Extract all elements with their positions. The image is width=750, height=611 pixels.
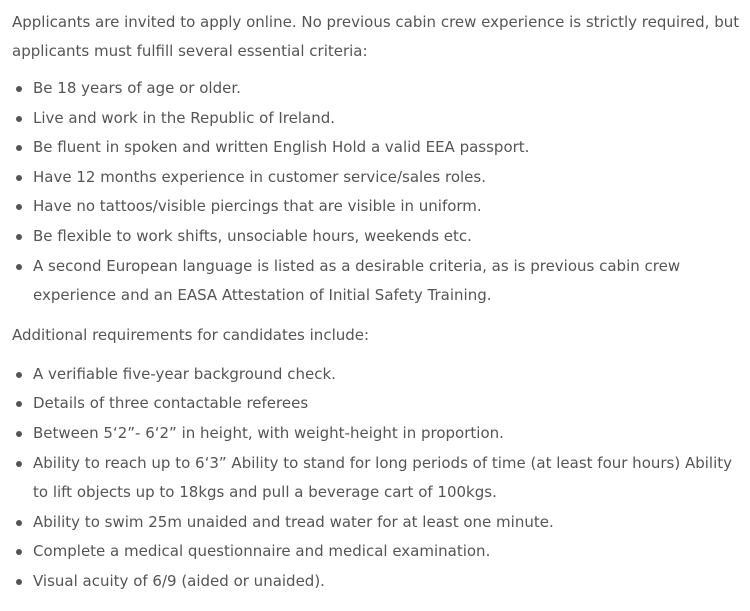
- list-item: Ability to swim 25m unaided and tread water for at least one minute.: [12, 508, 742, 538]
- additional-requirements-list: [12, 360, 742, 597]
- list-item: Details of three contactable referees: [12, 389, 742, 419]
- article-body: [12, 8, 742, 597]
- list-item: Be fluent in spoken and written English Hold a valid EEA passport.: [12, 133, 742, 163]
- list-item: Between 5‘2”- 6‘2” in height, with weight-height in proportion.: [12, 419, 742, 449]
- essential-criteria-list: [12, 74, 742, 311]
- list-item: Visual acuity of 6/9 (aided or unaided).: [12, 567, 742, 597]
- list-item: A second European language is listed as a desirable criteria, as is previous cabin crew experience and an EASA Attestation of Initial Safety Training.: [12, 252, 742, 311]
- list-item: Have 12 months experience in customer service/sales roles.: [12, 163, 742, 193]
- list-item: Be 18 years of age or older.: [12, 74, 742, 104]
- intro-paragraph: Applicants are invited to apply online. No previous cabin crew experience is strictly required, but applicants must fulfill several essential criteria:: [12, 13, 740, 60]
- list-item: A verifiable five-year background check.: [12, 360, 742, 390]
- list-item: Have no tattoos/visible piercings that are visible in uniform.: [12, 192, 742, 222]
- additional-heading: Additional requirements for candidates include:: [12, 325, 370, 344]
- list-item: Ability to reach up to 6‘3” Ability to stand for long periods of time (at least four hours) Ability to lift objects up to 18kgs and pull a beverage cart of 100kgs.: [12, 449, 742, 508]
- list-item: Live and work in the Republic of Ireland.: [12, 104, 742, 134]
- list-item: Be flexible to work shifts, unsociable hours, weekends etc.: [12, 222, 742, 252]
- list-item: Complete a medical questionnaire and medical examination.: [12, 537, 742, 567]
